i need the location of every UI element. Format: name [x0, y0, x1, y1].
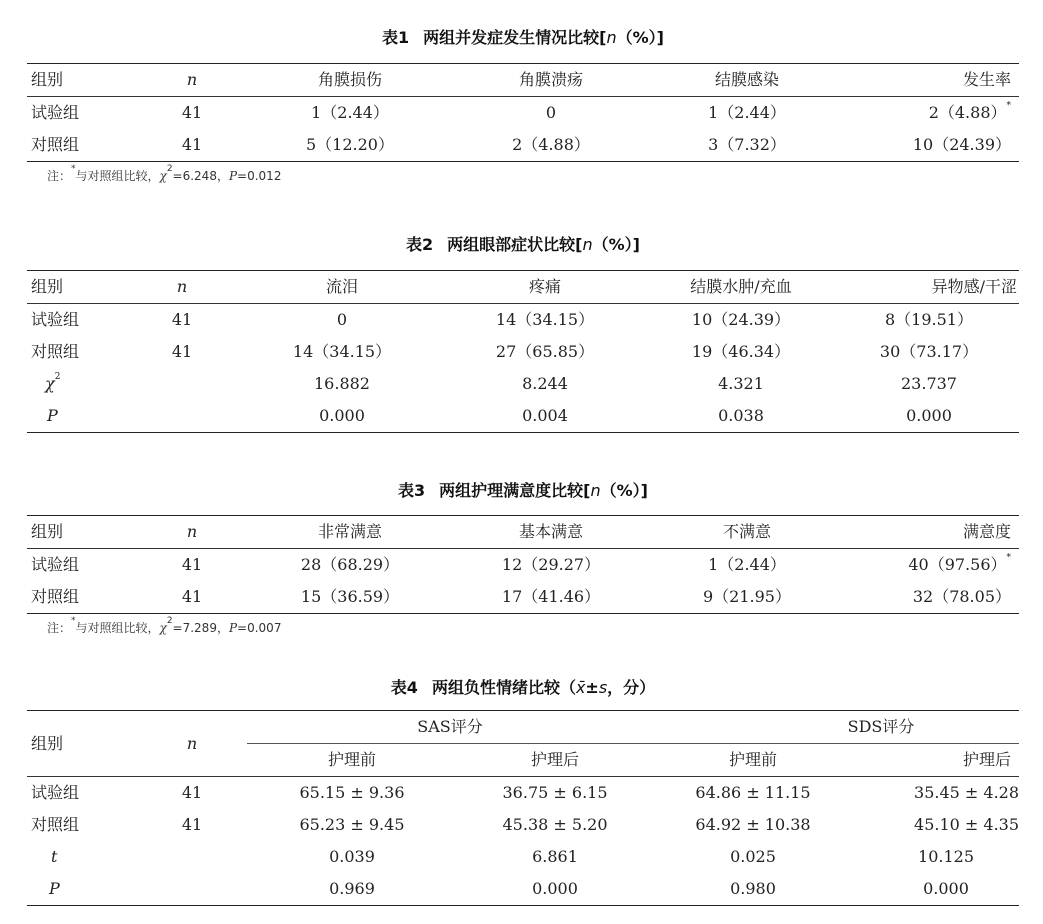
caption-suffix: （%）] — [600, 481, 648, 500]
table-row-p — [27, 873, 1019, 906]
cell-value: 40（97.56） — [908, 555, 1007, 574]
row-label: 试验组 — [31, 783, 80, 802]
header-cell: 结膜水肿/充血 — [643, 271, 839, 304]
significance-mark: * — [1006, 552, 1011, 563]
caption-mean: x̄ — [575, 678, 586, 697]
table-2 — [27, 233, 1019, 433]
caption-n: n — [590, 481, 601, 500]
table-1-grid — [27, 63, 1019, 162]
table-cell: 35.45 ± 4.28 — [914, 783, 1020, 802]
header-n: n — [137, 711, 247, 777]
table-cell: 16.882 — [314, 374, 370, 393]
table-1 — [27, 26, 1019, 190]
header-cell: 满意度 — [845, 516, 1019, 549]
note-p: P — [228, 621, 238, 635]
table-cell: 10（24.39） — [691, 310, 791, 329]
table-cell: 0.000 — [237, 400, 447, 433]
table-cell: 2（4.88） — [453, 129, 649, 162]
table-cell: 10（24.39） — [845, 129, 1019, 162]
note-chi-value: =7.289， — [172, 621, 229, 635]
table-cell: 6.861 — [532, 847, 578, 866]
table-cell: 12（29.27） — [501, 555, 601, 574]
table-header-row — [27, 64, 1019, 97]
caption-pm: ± — [585, 678, 599, 697]
header-cell: 结膜感染 — [649, 64, 845, 97]
table-cell: 41 — [181, 103, 203, 122]
caption-title: 两组负性情绪比较（ — [431, 678, 576, 697]
table-cell: 0.980 — [653, 873, 853, 906]
table-3 — [27, 479, 1019, 642]
table-3-grid — [27, 515, 1019, 614]
table-cell: 41 — [171, 342, 193, 361]
table-cell: 0 — [336, 310, 348, 329]
cell-value: 2（4.88） — [928, 103, 1007, 122]
table-cell — [137, 841, 247, 873]
note-p-value: =0.012 — [237, 169, 282, 183]
table-row — [27, 549, 1019, 582]
table-3-caption — [27, 479, 1019, 503]
table-cell: 65.23 ± 9.45 — [299, 815, 405, 834]
row-label: 试验组 — [31, 555, 80, 574]
note-star: * — [71, 616, 76, 626]
header-cell: 基本满意 — [453, 516, 649, 549]
table-cell: 0.969 — [247, 873, 457, 906]
table-header-row — [27, 516, 1019, 549]
header-sds: SDS评分 — [653, 711, 1019, 744]
table-row — [27, 777, 1019, 810]
note-p: P — [228, 169, 238, 183]
table-row-p — [27, 400, 1019, 433]
table-2-caption — [27, 233, 1019, 257]
caption-title: 两组并发症发生情况比较[ — [423, 28, 607, 47]
table-header-row — [27, 711, 1019, 744]
table-cell: 0.000 — [839, 400, 1019, 433]
table-1-caption — [27, 26, 1019, 50]
table-header-row — [27, 271, 1019, 304]
table-cell: 41 — [181, 815, 203, 834]
table-cell: 15（36.59） — [247, 581, 453, 614]
row-label: P — [27, 873, 137, 906]
table-cell — [127, 368, 237, 400]
table-cell: 1（2.44） — [708, 103, 786, 122]
table-row-t — [27, 841, 1019, 873]
row-label: 试验组 — [31, 310, 80, 329]
table-1-note — [27, 162, 1019, 190]
table-cell: 19（46.34） — [691, 342, 791, 361]
table-cell: 64.92 ± 10.38 — [695, 815, 811, 834]
table-cell: 0 — [545, 103, 557, 122]
header-group: 组别 — [27, 64, 137, 97]
note-chi: χ — [159, 169, 167, 183]
table-cell — [845, 549, 1019, 582]
note-prefix: 注： — [47, 621, 72, 635]
table-cell: 1（2.44） — [311, 103, 389, 122]
table-cell: 32（78.05） — [845, 581, 1019, 614]
table-row — [27, 581, 1019, 614]
header-group: 组别 — [27, 711, 137, 777]
caption-number: 表1 — [382, 28, 410, 47]
table-cell: 5（12.20） — [247, 129, 453, 162]
caption-title: 两组护理满意度比较[ — [439, 481, 591, 500]
table-cell: 9（21.95） — [649, 581, 845, 614]
table-cell: 45.38 ± 5.20 — [502, 815, 608, 834]
caption-n: n — [606, 28, 617, 47]
header-cell: 疼痛 — [447, 271, 643, 304]
row-label — [27, 368, 127, 400]
table-cell: 36.75 ± 6.15 — [502, 783, 608, 802]
header-cell: 护理后 — [853, 744, 1019, 777]
table-cell: 64.86 ± 11.15 — [695, 783, 811, 802]
note-chi-value: =6.248， — [172, 169, 229, 183]
row-label: 试验组 — [31, 103, 80, 122]
table-cell: 41 — [181, 555, 203, 574]
note-prefix: 注： — [47, 169, 72, 183]
row-label: t — [51, 847, 58, 866]
row-label: 对照组 — [27, 129, 137, 162]
header-group: 组别 — [27, 271, 127, 304]
table-row-chi — [27, 368, 1019, 400]
table-cell: 14（34.15） — [495, 310, 595, 329]
table-4-grid — [27, 710, 1019, 906]
table-row — [27, 304, 1019, 337]
header-cell: 流泪 — [237, 271, 447, 304]
table-cell: 0.004 — [447, 400, 643, 433]
caption-sd: s — [598, 678, 608, 697]
significance-mark: * — [1006, 100, 1011, 111]
table-row — [27, 97, 1019, 130]
table-cell: 10.125 — [918, 847, 975, 866]
table-cell: 41 — [137, 581, 247, 614]
table-cell: 4.321 — [718, 374, 764, 393]
table-cell: 8（19.51） — [885, 310, 973, 329]
table-cell: 8.244 — [522, 374, 568, 393]
caption-suffix: （%）] — [592, 235, 640, 254]
table-2-grid — [27, 270, 1019, 433]
caption-number: 表4 — [390, 678, 418, 697]
header-cell: 护理后 — [457, 744, 653, 777]
header-cell: 不满意 — [649, 516, 845, 549]
note-chi-sup: 2 — [166, 616, 173, 626]
table-3-note — [27, 614, 1019, 642]
caption-n: n — [582, 235, 593, 254]
table-cell: 0.038 — [643, 400, 839, 433]
table-cell: 41 — [181, 783, 203, 802]
table-cell — [137, 873, 247, 906]
table-cell: 23.737 — [901, 374, 957, 393]
header-n: n — [137, 64, 247, 97]
note-p-value: =0.007 — [237, 621, 282, 635]
note-chi-sup: 2 — [166, 164, 173, 174]
table-cell: 0.025 — [730, 847, 776, 866]
table-cell — [127, 400, 237, 433]
note-star: * — [71, 164, 76, 174]
table-cell — [845, 97, 1019, 130]
header-sas: SAS评分 — [247, 711, 653, 744]
table-cell: 41 — [171, 310, 193, 329]
caption-number: 表2 — [406, 235, 434, 254]
header-n: n — [127, 271, 237, 304]
table-cell: 27（65.85） — [495, 342, 595, 361]
table-cell: 0.000 — [853, 873, 1019, 906]
note-text: 与对照组比较， — [75, 169, 160, 183]
row-label: P — [27, 400, 127, 433]
caption-title: 两组眼部症状比较[ — [447, 235, 583, 254]
header-cell: 非常满意 — [247, 516, 453, 549]
table-cell: 28（68.29） — [300, 555, 400, 574]
row-label: 对照组 — [27, 581, 137, 614]
header-group: 组别 — [27, 516, 137, 549]
table-cell: 45.10 ± 4.35 — [914, 815, 1020, 834]
header-cell: 护理前 — [247, 744, 457, 777]
header-cell: 护理前 — [653, 744, 853, 777]
table-cell: 41 — [137, 129, 247, 162]
caption-number: 表3 — [398, 481, 426, 500]
table-4-caption — [27, 676, 1019, 700]
table-row — [27, 336, 1019, 368]
header-n: n — [137, 516, 247, 549]
header-cell: 角膜损伤 — [247, 64, 453, 97]
table-cell: 65.15 ± 9.36 — [299, 783, 405, 802]
caption-suffix: ，分） — [607, 678, 656, 697]
table-cell: 3（7.32） — [649, 129, 845, 162]
table-cell: 17（41.46） — [453, 581, 649, 614]
header-cell: 角膜溃疡 — [453, 64, 649, 97]
caption-suffix: （%）] — [616, 28, 664, 47]
table-row — [27, 809, 1019, 841]
table-cell: 1（2.44） — [708, 555, 786, 574]
note-chi: χ — [159, 621, 167, 635]
chi-sup: 2 — [54, 371, 61, 382]
table-row — [27, 129, 1019, 162]
header-cell: 异物感/干涩 — [839, 271, 1019, 304]
header-cell: 发生率 — [845, 64, 1019, 97]
row-label: 对照组 — [31, 815, 80, 834]
chi-label: χ — [45, 374, 55, 393]
table-cell: 0.039 — [329, 847, 375, 866]
note-text: 与对照组比较， — [75, 621, 160, 635]
table-cell: 30（73.17） — [879, 342, 979, 361]
table-cell: 0.000 — [457, 873, 653, 906]
table-cell: 14（34.15） — [292, 342, 392, 361]
row-label: 对照组 — [31, 342, 80, 361]
table-4 — [27, 676, 1019, 906]
